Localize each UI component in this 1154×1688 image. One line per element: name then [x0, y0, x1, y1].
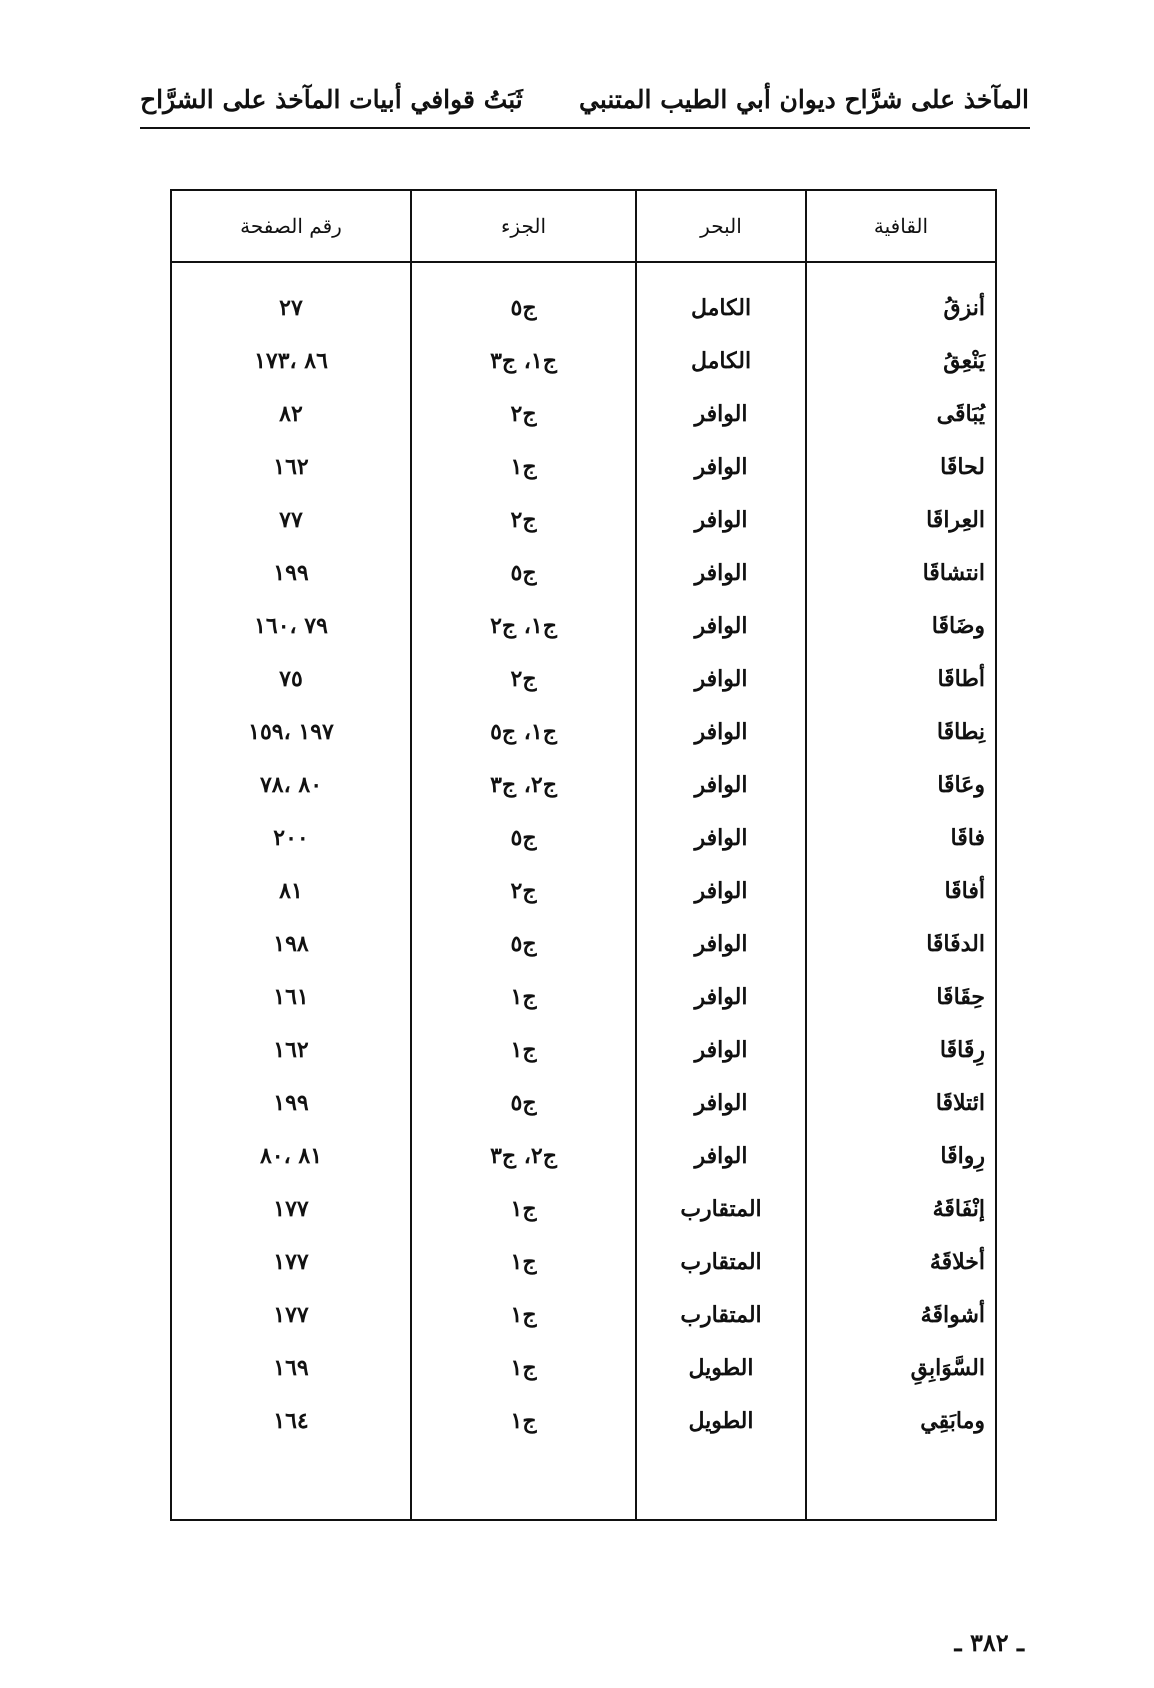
- cell-bahr: الوافر: [636, 705, 806, 758]
- table-row: [171, 440, 996, 493]
- cell-page: ٧٩ ،١٦٠: [171, 599, 411, 652]
- cell-bahr: الوافر: [636, 1129, 806, 1182]
- table-row: [171, 599, 996, 652]
- column-header-page: رقم الصفحة: [171, 190, 411, 262]
- cell-qafiya: أطاقَا: [806, 652, 996, 705]
- cell-juz: ج١: [411, 1235, 636, 1288]
- cell-qafiya: انتشاقَا: [806, 546, 996, 599]
- cell-page: ١٦٤: [171, 1394, 411, 1447]
- cell-qafiya: حِقَاقَا: [806, 970, 996, 1023]
- cell-bahr: الوافر: [636, 970, 806, 1023]
- header-rule: [140, 127, 1030, 129]
- cell-bahr: الطويل: [636, 1341, 806, 1394]
- cell-juz: ج١: [411, 1341, 636, 1394]
- cell-bahr: المتقارب: [636, 1182, 806, 1235]
- cell-page: ١٩٨: [171, 917, 411, 970]
- table-row: [171, 758, 996, 811]
- table-row: [171, 387, 996, 440]
- cell-qafiya: وضَاقَا: [806, 599, 996, 652]
- cell-qafiya: ائتلاقَا: [806, 1076, 996, 1129]
- table-row: [171, 1023, 996, 1076]
- cell-qafiya: نِطاقَا: [806, 705, 996, 758]
- cell-juz: ج٢: [411, 864, 636, 917]
- cell-qafiya: الدفَاقَا: [806, 917, 996, 970]
- cell-bahr: الوافر: [636, 599, 806, 652]
- cell-juz: ج٥: [411, 281, 636, 334]
- cell-page: ٨٠ ،٧٨: [171, 758, 411, 811]
- table-spacer: [171, 1447, 996, 1520]
- cell-juz: ج٢، ج٣: [411, 758, 636, 811]
- cell-bahr: الكامل: [636, 334, 806, 387]
- column-header-juz: الجزء: [411, 190, 636, 262]
- cell-juz: ج١: [411, 1182, 636, 1235]
- page-number: ـ ٣٨٢ ـ: [954, 1628, 1024, 1657]
- cell-bahr: الوافر: [636, 652, 806, 705]
- cell-page: ١٦٢: [171, 1023, 411, 1076]
- cell-page: ٨١: [171, 864, 411, 917]
- cell-page: ٨٦ ،١٧٣: [171, 334, 411, 387]
- cell-juz: ج٢: [411, 387, 636, 440]
- cell-juz: ج٢: [411, 652, 636, 705]
- cell-page: ١٩٧ ،١٥٩: [171, 705, 411, 758]
- cell-juz: ج٥: [411, 546, 636, 599]
- cell-page: ١٦١: [171, 970, 411, 1023]
- column-header-qafiya: القافية: [806, 190, 996, 262]
- table-row: [171, 334, 996, 387]
- cell-qafiya: فاقَا: [806, 811, 996, 864]
- cell-bahr: الوافر: [636, 440, 806, 493]
- cell-qafiya: السَّوَابِقِ: [806, 1341, 996, 1394]
- running-header-section-title: ثَبَتُ قوافي أبيات المآخذ على الشرَّاح: [140, 85, 523, 114]
- cell-juz: ج١: [411, 970, 636, 1023]
- table-row: [171, 1182, 996, 1235]
- table-header-row: [171, 190, 996, 262]
- cell-juz: ج٥: [411, 811, 636, 864]
- cell-juz: ج١، ج٢: [411, 599, 636, 652]
- cell-page: ١٧٧: [171, 1288, 411, 1341]
- cell-bahr: الوافر: [636, 493, 806, 546]
- cell-bahr: الطويل: [636, 1394, 806, 1447]
- table-row: [171, 970, 996, 1023]
- cell-juz: ج٢: [411, 493, 636, 546]
- cell-qafiya: رِقَاقَا: [806, 1023, 996, 1076]
- cell-qafiya: ومابَقِي: [806, 1394, 996, 1447]
- table-row: [171, 1341, 996, 1394]
- cell-bahr: الوافر: [636, 758, 806, 811]
- table-row: [171, 1235, 996, 1288]
- table-row: [171, 546, 996, 599]
- cell-bahr: المتقارب: [636, 1288, 806, 1341]
- cell-juz: ج١، ج٣: [411, 334, 636, 387]
- table-row: [171, 652, 996, 705]
- cell-page: ٨١ ،٨٠: [171, 1129, 411, 1182]
- cell-juz: ج١: [411, 440, 636, 493]
- cell-bahr: الوافر: [636, 811, 806, 864]
- cell-page: ٢٧: [171, 281, 411, 334]
- cell-page: ٢٠٠: [171, 811, 411, 864]
- cell-page: ١٧٧: [171, 1235, 411, 1288]
- cell-qafiya: أشواقَهُ: [806, 1288, 996, 1341]
- cell-qafiya: العِراقَا: [806, 493, 996, 546]
- cell-page: ١٩٩: [171, 546, 411, 599]
- cell-page: ٧٧: [171, 493, 411, 546]
- cell-qafiya: أفاقَا: [806, 864, 996, 917]
- table-row: [171, 493, 996, 546]
- running-header-book-title: المآخذ على شرَّاح ديوان أبي الطيب المتنبي: [579, 85, 1029, 114]
- table-row: [171, 1076, 996, 1129]
- cell-juz: ج١: [411, 1288, 636, 1341]
- cell-juz: ج١، ج٥: [411, 705, 636, 758]
- table-spacer: [171, 262, 996, 281]
- cell-page: ١٧٧: [171, 1182, 411, 1235]
- cell-qafiya: رِواقَا: [806, 1129, 996, 1182]
- cell-bahr: الوافر: [636, 917, 806, 970]
- cell-qafiya: يَنْعِقُ: [806, 334, 996, 387]
- cell-bahr: الوافر: [636, 864, 806, 917]
- column-header-bahr: البحر: [636, 190, 806, 262]
- cell-bahr: الوافر: [636, 546, 806, 599]
- cell-bahr: المتقارب: [636, 1235, 806, 1288]
- cell-bahr: الوافر: [636, 1023, 806, 1076]
- cell-bahr: الوافر: [636, 387, 806, 440]
- cell-qafiya: وعَاقَا: [806, 758, 996, 811]
- cell-juz: ج١: [411, 1023, 636, 1076]
- cell-juz: ج٢، ج٣: [411, 1129, 636, 1182]
- table-body: [171, 262, 996, 1520]
- cell-qafiya: أنزقُ: [806, 281, 996, 334]
- cell-page: ١٩٩: [171, 1076, 411, 1129]
- table-row: [171, 1394, 996, 1447]
- rhymes-index-table: [170, 189, 997, 1521]
- cell-page: ١٦٩: [171, 1341, 411, 1394]
- cell-bahr: الكامل: [636, 281, 806, 334]
- cell-qafiya: لحاقَا: [806, 440, 996, 493]
- cell-juz: ج٥: [411, 917, 636, 970]
- cell-juz: ج٥: [411, 1076, 636, 1129]
- cell-bahr: الوافر: [636, 1076, 806, 1129]
- cell-page: ٨٢: [171, 387, 411, 440]
- table-row: [171, 705, 996, 758]
- table-row: [171, 811, 996, 864]
- cell-page: ٧٥: [171, 652, 411, 705]
- cell-juz: ج١: [411, 1394, 636, 1447]
- cell-page: ١٦٢: [171, 440, 411, 493]
- table-row: [171, 917, 996, 970]
- table-row: [171, 1129, 996, 1182]
- cell-qafiya: يُبَاقَى: [806, 387, 996, 440]
- table-row: [171, 1288, 996, 1341]
- table-row: [171, 864, 996, 917]
- cell-qafiya: أخلاقَهُ: [806, 1235, 996, 1288]
- table-row: [171, 281, 996, 334]
- cell-qafiya: إنْفَاقَهُ: [806, 1182, 996, 1235]
